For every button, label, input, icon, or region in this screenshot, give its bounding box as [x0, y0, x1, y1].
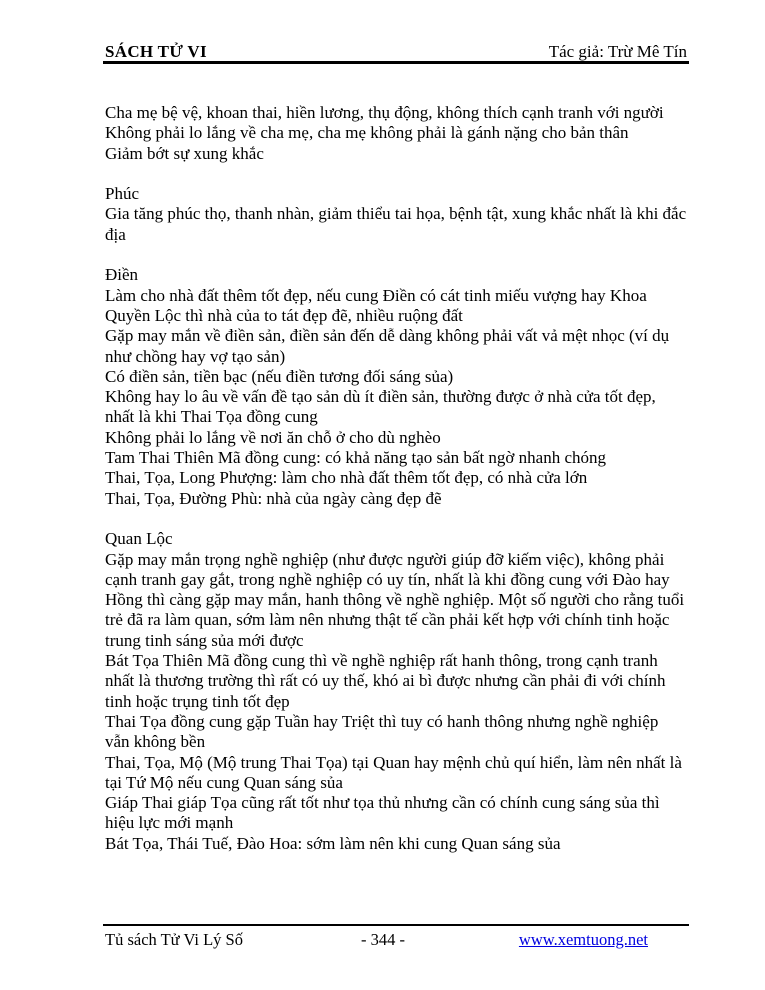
footer-website-link[interactable]: www.xemtuong.net [518, 930, 648, 949]
paragraph: Thai, Tọa, Long Phượng: làm cho nhà đất thêm tốt đẹp, có nhà cửa lớn [105, 468, 588, 488]
footer-page-number: - 344 - [361, 930, 405, 949]
section [105, 103, 687, 164]
paragraph: Thai Tọa đồng cung gặp Tuần hay Triệt thì tuy có hanh thông nhưng nghề nghiệp vẫn không bền [105, 711, 659, 752]
paragraph: Thai, Tọa, Đường Phù: nhà của ngày càng đẹp đẽ [105, 488, 442, 508]
paragraph: Bát Tọa, Thái Tuế, Đào Hoa: sớm làm nên khi cung Quan sáng sủa [105, 833, 561, 853]
section-heading: Quan Lộc [105, 529, 173, 549]
paragraph: Bát Tọa Thiên Mã đồng cung thì về nghề nghiệp rất hanh thông, trong cạnh tranh nhất là thương trường thì rất có uy thế, khó ai bì được nhưng cần phải đi với chính tinh hoặc trụng tinh tốt đẹp [105, 651, 666, 711]
paragraph: Gặp may mắn về điền sản, điền sản đến dễ dàng không phải vất vả mệt nhọc (ví dụ như chồng hay vợ tạo sản) [105, 326, 670, 366]
paragraph: Tam Thai Thiên Mã đồng cung: có khả năng tạo sản bất ngờ nhanh chóng [105, 448, 607, 468]
section-heading: Điền [105, 265, 139, 285]
page-footer [105, 930, 687, 952]
paragraph: Có điền sản, tiền bạc (nếu điền tương đối sáng sủa) [105, 366, 454, 386]
paragraph: Giáp Thai giáp Tọa cũng rất tốt như tọa thủ nhưng cần có chính cung sáng sủa thì hiệu lực mới mạnh [105, 793, 660, 833]
paragraph: Gia tăng phúc thọ, thanh nhàn, giảm thiểu tai họa, bệnh tật, xung khắc nhất là khi đắc địa [105, 204, 687, 244]
paragraph: Không hay lo âu về vấn đề tạo sản dù ít điền sản, thường được ở nhà cửa tốt đẹp, nhất là khi Thai Tọa đồng cung [105, 387, 656, 427]
paragraph: Không phải lo lắng về cha mẹ, cha mẹ không phải là gánh nặng cho bản thân [105, 123, 629, 143]
footer-divider [103, 924, 689, 926]
paragraph: Thai, Tọa, Mộ (Mộ trung Thai Tọa) tại Quan hay mệnh chủ quí hiển, làm nên nhất là tại Tứ Mộ nếu cung Quan sáng sủa [105, 752, 682, 792]
book-title: SÁCH TỬ VI [105, 42, 207, 61]
author: Tác giả: Trừ Mê Tín [548, 42, 687, 61]
page-body [105, 103, 687, 854]
section [105, 265, 687, 509]
paragraph: Gặp may mắn trọng nghề nghiệp (như được người giúp đỡ kiếm việc), không phải cạnh tranh gay gắt, trong nghề nghiệp có uy tín, nhất là khi đồng cung với Đào hay Hồng thì càng gặp may mắn, hanh thông về nghề nghiệp. Một số người cho rằng tuổi trẻ đã ra làm quan, sớm làm nên nhưng thật tế cần phải kết hợp với chính tinh hoặc trung tinh sáng sủa mới được [105, 549, 685, 650]
section [105, 184, 687, 245]
footer-series: Tủ sách Tử Vi Lý Số [105, 930, 243, 949]
header-divider [103, 61, 689, 64]
paragraph: Cha mẹ bệ vệ, khoan thai, hiền lương, thụ động, không thích cạnh tranh với người [105, 103, 664, 122]
section [105, 529, 687, 854]
paragraph: Giảm bớt sự xung khắc [105, 143, 264, 163]
paragraph: Không phải lo lắng về nơi ăn chỗ ở cho dù nghèo [105, 427, 441, 447]
section-heading: Phúc [105, 184, 139, 204]
paragraph: Làm cho nhà đất thêm tốt đẹp, nếu cung Điền có cát tinh miếu vượng hay Khoa Quyền Lộc thì nhà của to tát đẹp đẽ, nhiều ruộng đất [105, 285, 647, 325]
page-header [105, 42, 687, 61]
